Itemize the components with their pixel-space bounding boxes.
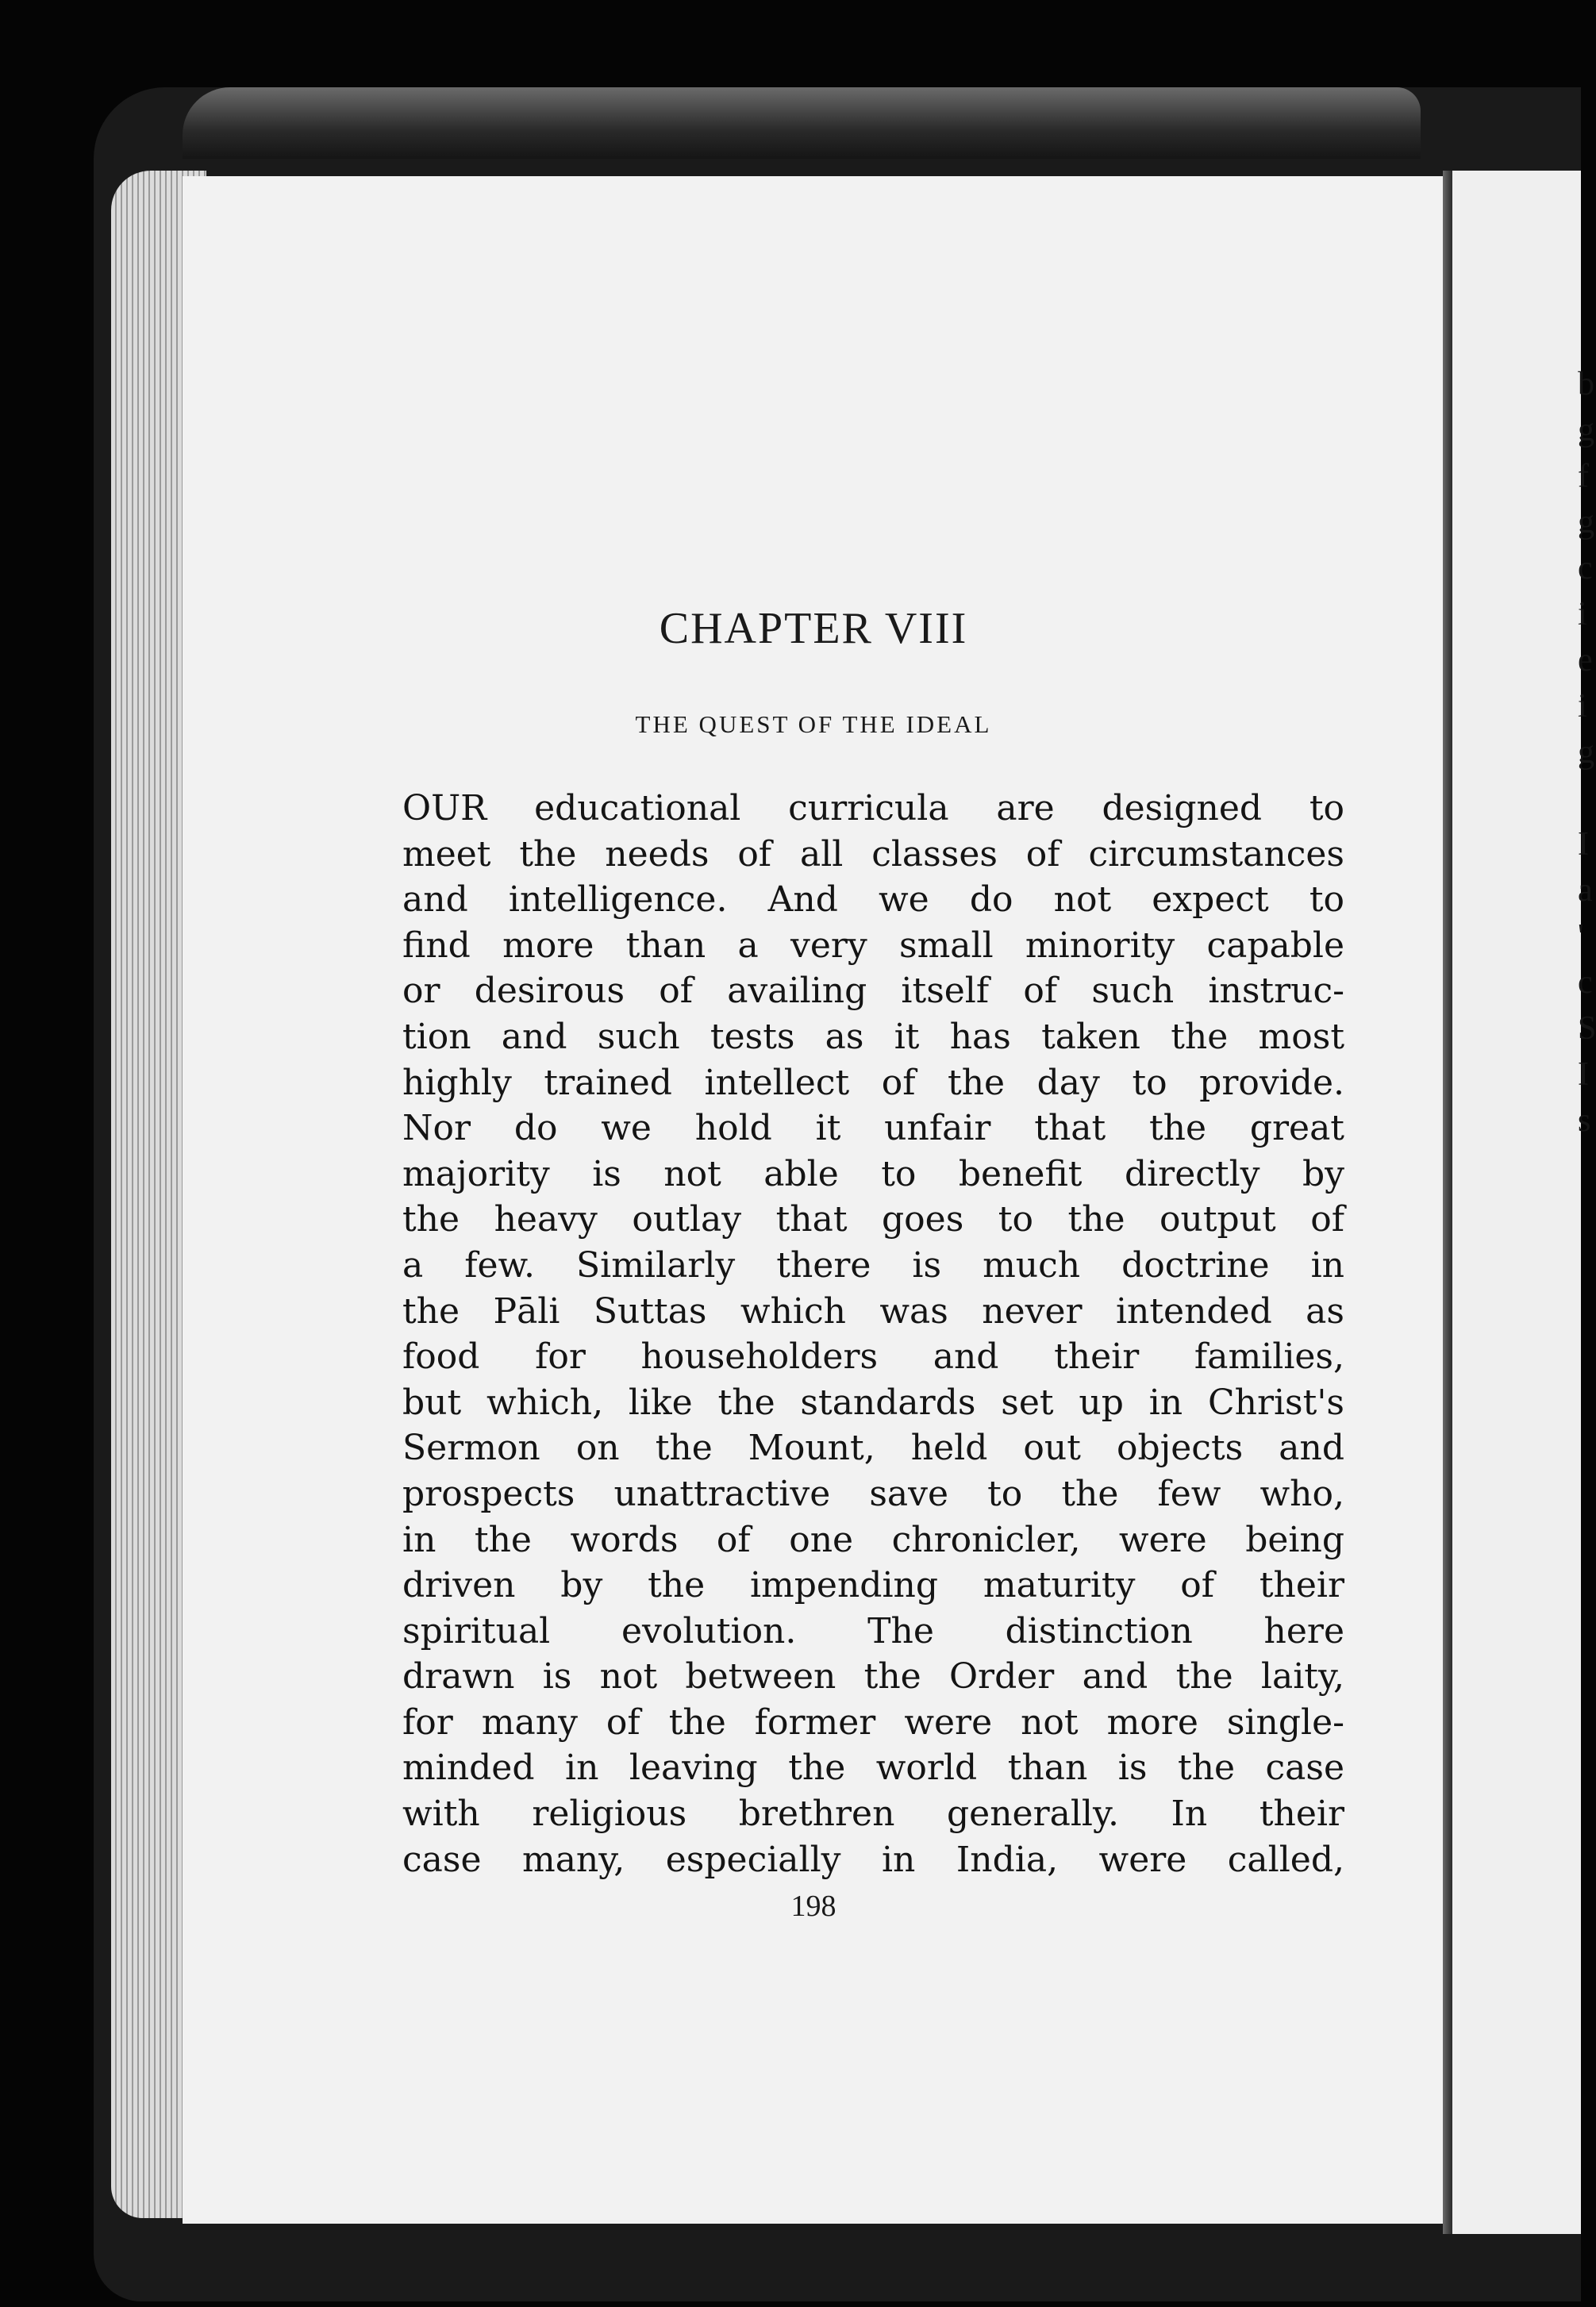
- text-line: find more than a very small minority capable: [402, 925, 1344, 966]
- text-line: spiritual evolution. The distinction here: [402, 1610, 1344, 1651]
- book-cover-top-edge: [183, 87, 1421, 159]
- text-line: majority is not able to benefit directly by: [402, 1153, 1344, 1194]
- text-line: tion and such tests as it has taken the most: [402, 1016, 1344, 1057]
- text-line: for many of the former were not more single-: [402, 1701, 1344, 1743]
- facing-page-fragment: e: [1578, 642, 1593, 679]
- text-line: the Pāli Suttas which was never intended as: [402, 1290, 1344, 1332]
- facing-page-fragment: c: [1578, 550, 1593, 586]
- text-line: highly trained intellect of the day to provide.: [402, 1062, 1344, 1103]
- facing-page-fragment: i: [1578, 688, 1587, 725]
- facing-page: [1452, 171, 1596, 2234]
- facing-page-fragment: I: [1578, 826, 1589, 863]
- text-line: with religious brethren generally. In their: [402, 1794, 1344, 1835]
- page-number: 198: [790, 1890, 836, 1923]
- facing-page-fragment: S: [1578, 1010, 1596, 1047]
- text-line: OUR educational curricula are designed to: [402, 788, 1344, 829]
- text-line: a few. Similarly there is much doctrine in: [402, 1244, 1344, 1286]
- facing-page-fragment: ': [1578, 918, 1584, 955]
- chapter-subtitle: THE QUEST OF THE IDEAL: [635, 710, 992, 738]
- facing-page-fragment: g: [1578, 504, 1594, 540]
- facing-page-fragment: g: [1578, 734, 1594, 771]
- text-line: in the words of one chronicler, were being: [402, 1519, 1344, 1560]
- text-line: but which, like the standards set up in Christ's: [402, 1382, 1344, 1423]
- text-line: the heavy outlay that goes to the output of: [402, 1199, 1344, 1240]
- facing-page-fragment: i: [1578, 596, 1587, 633]
- text-line: food for householders and their families,: [402, 1336, 1344, 1378]
- facing-page-fragment: c: [1578, 964, 1593, 1001]
- chapter-title: CHAPTER VIII: [659, 604, 968, 653]
- facing-page-fragment: I: [1578, 1056, 1589, 1093]
- text-line: minded in leaving the world than is the case: [402, 1748, 1344, 1789]
- facing-page-fragment: a: [1578, 872, 1593, 909]
- text-line: driven by the impending maturity of their: [402, 1565, 1344, 1606]
- facing-page-fragment: g: [1578, 412, 1594, 448]
- text-line: prospects unattractive save to the few who,: [402, 1473, 1344, 1514]
- body-text: [402, 786, 1344, 1882]
- text-line: Sermon on the Mount, held out objects and: [402, 1428, 1344, 1469]
- text-line: or desirous of availing itself of such instruc-: [402, 971, 1344, 1012]
- text-line: drawn is not between the Order and the laity,: [402, 1656, 1344, 1698]
- text-line: and intelligence. And we do not expect to: [402, 879, 1344, 921]
- facing-page-fragment: f: [1578, 458, 1589, 494]
- book-gutter: [1443, 171, 1452, 2234]
- facing-page-fragment: b: [1578, 366, 1594, 402]
- text-line: Nor do we hold it unfair that the great: [402, 1108, 1344, 1149]
- text-line: meet the needs of all classes of circumstances: [402, 833, 1344, 875]
- facing-page-fragment: s: [1578, 1102, 1591, 1139]
- text-line: case many, especially in India, were called,: [402, 1839, 1344, 1880]
